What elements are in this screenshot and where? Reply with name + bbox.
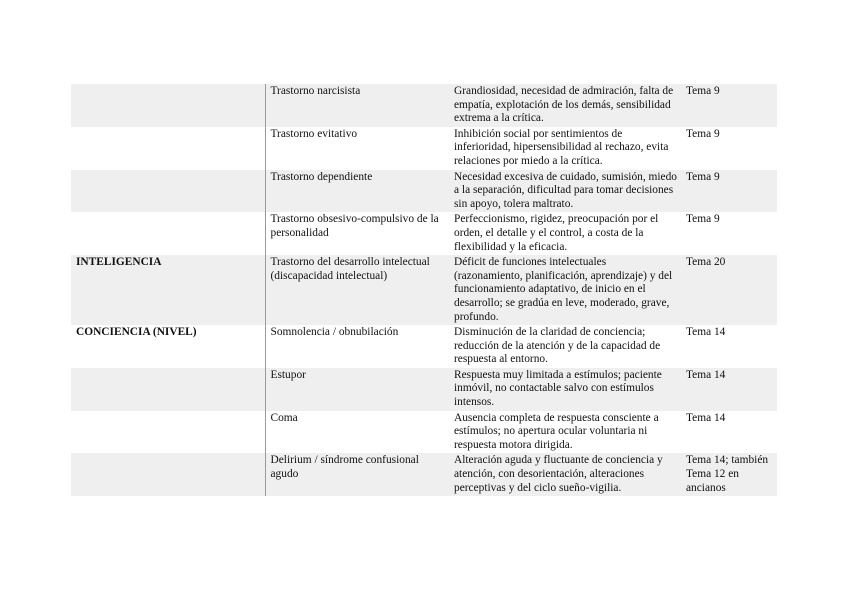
reference-cell: Tema 14; también Tema 12 en ancianos bbox=[681, 453, 777, 496]
reference-cell: Tema 14 bbox=[686, 411, 726, 424]
disorder-name-cell: Coma bbox=[265, 411, 449, 454]
table-row bbox=[71, 325, 777, 368]
disorder-name-cell: Delirium / síndrome confusional agudo bbox=[265, 453, 449, 496]
table-row bbox=[71, 212, 777, 255]
description-cell: Grandiosidad, necesidad de admiración, falta de empatía, explotación de los demás, sensibilidad extrema a la crítica. bbox=[449, 84, 681, 127]
reference-cell: Tema 9 bbox=[686, 213, 720, 226]
category-cell bbox=[71, 411, 265, 454]
disorder-name-cell: Trastorno del desarrollo intelectual (discapacidad intelectual) bbox=[265, 255, 449, 325]
description-cell: Inhibición social por sentimientos de inferioridad, hipersensibilidad al rechazo, evita relaciones por miedo a la crítica. bbox=[454, 127, 669, 167]
description-cell: Disminución de la claridad de conciencia; reducción de la atención y de la capacidad de respuesta al entorno. bbox=[454, 326, 661, 366]
description-cell: Alteración aguda y fluctuante de conciencia y atención, con desorientación, alteraciones perceptivas y del ciclo sueño-vigilia. bbox=[449, 453, 681, 496]
category-cell bbox=[71, 368, 265, 411]
reference-cell: Tema 9 bbox=[681, 170, 777, 213]
table-row bbox=[71, 84, 777, 127]
disorder-name-cell: Trastorno narcisista bbox=[265, 84, 449, 127]
category-cell bbox=[71, 212, 265, 255]
description-cell: Perfeccionismo, rigidez, preocupación por el orden, el detalle y el control, a costa de la flexibilidad y la eficacia. bbox=[454, 213, 659, 253]
table-row bbox=[71, 368, 777, 411]
table-row bbox=[71, 411, 777, 454]
table-row bbox=[71, 255, 777, 325]
psychopathology-table bbox=[71, 84, 778, 496]
disorder-name-cell: Somnolencia / obnubilación bbox=[265, 325, 449, 368]
reference-cell: Tema 14 bbox=[681, 368, 777, 411]
reference-cell: Tema 9 bbox=[686, 127, 720, 140]
table-row bbox=[71, 127, 777, 170]
disorder-name-cell: Estupor bbox=[265, 368, 449, 411]
disorder-name-cell: Trastorno obsesivo-compulsivo de la personalidad bbox=[265, 212, 449, 255]
category-cell bbox=[71, 84, 265, 127]
description-cell: Respuesta muy limitada a estímulos; paciente inmóvil, no contactable salvo con estímulos intensos. bbox=[449, 368, 681, 411]
reference-cell: Tema 9 bbox=[681, 84, 777, 127]
category-cell bbox=[71, 453, 265, 496]
reference-cell: Tema 14 bbox=[686, 326, 726, 339]
category-cell: INTELIGENCIA bbox=[71, 255, 265, 325]
category-cell: CONCIENCIA (NIVEL) bbox=[76, 326, 197, 339]
category-cell bbox=[71, 127, 265, 170]
reference-cell: Tema 20 bbox=[681, 255, 777, 325]
category-cell bbox=[71, 170, 265, 213]
table-row bbox=[71, 170, 777, 213]
disorder-name-cell: Trastorno evitativo bbox=[265, 127, 449, 170]
description-cell: Déficit de funciones intelectuales (razonamiento, planificación, aprendizaje) y del funcionamiento adaptativo, de inicio en el desarrollo; se gradúa en leve, moderado, grave, profundo. bbox=[449, 255, 681, 325]
description-cell: Necesidad excesiva de cuidado, sumisión, miedo a la separación, dificultad para tomar decisiones sin apoyo, tolera maltrato. bbox=[449, 170, 681, 213]
table-row bbox=[71, 453, 777, 496]
disorder-name-cell: Trastorno dependiente bbox=[265, 170, 449, 213]
description-cell: Ausencia completa de respuesta consciente a estímulos; no apertura ocular voluntaria ni respuesta motora dirigida. bbox=[454, 411, 659, 451]
